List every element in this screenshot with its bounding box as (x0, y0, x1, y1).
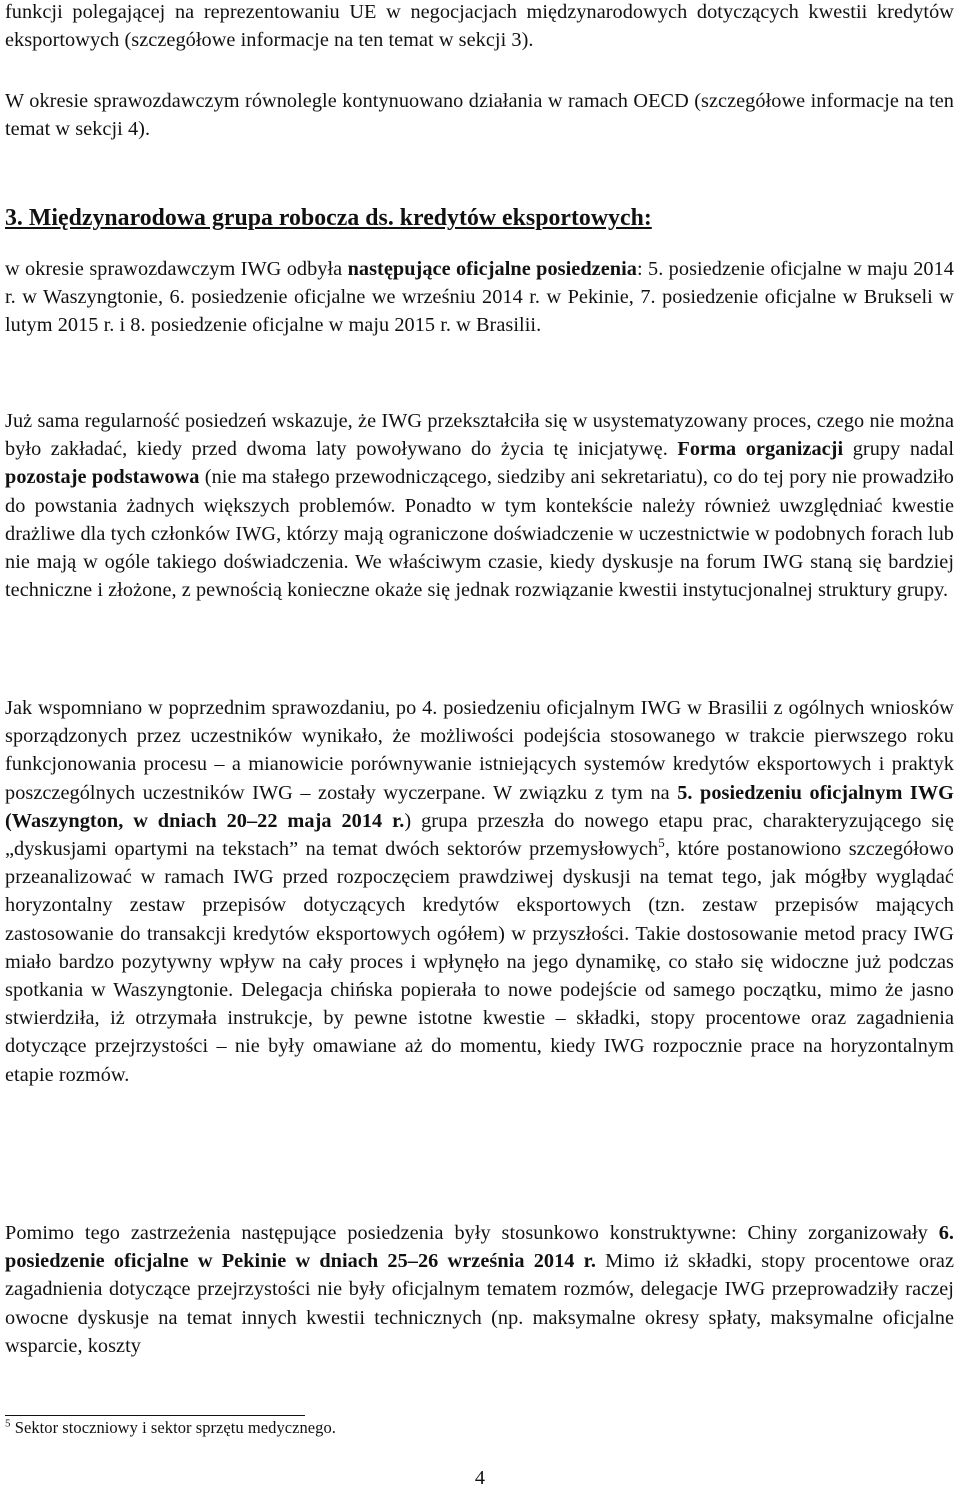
text-run: grupy nadal (843, 438, 955, 461)
paragraph-continuation: funkcji polegającej na reprezentowaniu UE w negocjacjach międzynarodowych dotyczących kwestii kredytów eksportowych (szczegółowe informacje na ten temat w sekcji 3). (5, 1, 954, 52)
paragraph-despite-reservation (5, 1219, 954, 1360)
text-run: : 5. posiedzenie oficjalne w maju 2014 r. w Waszyngtonie, 6. posiedzenie oficjalne we wrześniu 2014 r. w Pekinie, 7. posiedzenie oficjalne w Brukseli w lutym 2015 r. i 8. posiedzenie oficjalne w maju 2015 r. w Brasilii. (5, 258, 954, 337)
text-run: Pomimo tego zastrzeżenia następujące posiedzenia były stosunkowo konstruktywne: Chiny zorganizowały (5, 1222, 939, 1244)
text-run: , które postanowiono szczegółowo przeanalizować w ramach IWG przed rozpoczęciem prawdziwej dyskusji na temat tego, jak mógłby wyglądać horyzontalny zestaw przepisów dotyczących kredytów eksportowych (tzn. zestaw przepisów mających zastosowanie do transakcji kredytów eksportowych ogółem) w przyszłości. Takie dostosowanie metod pracy IWG miało bardzo pozytywny wpływ na cały proces i wpłynęło na jego dynamikę, co stało się widoczne już podczas spotkania w Waszyngtonie. Delegacja chińska popierała to nowe podejście od samego początku, mimo że jasno stwierdziła, iż otrzymała instrukcje, by pewne istotne kwestie – składki, stopy procentowe oraz zagadnienia dotyczące przejrzystości – nie były omawiane aż do momentu, kiedy IWG rozpocznie prace na horyzontalnym etapie rozmów. (5, 838, 954, 1086)
paragraph-oecd: W okresie sprawozdawczym równolegle kontynuowano działania w ramach OECD (szczegółowe informacje na ten temat w sekcji 4). (5, 90, 954, 141)
footnote (5, 1414, 954, 1442)
text-run: w okresie sprawozdawczym IWG odbyła (5, 258, 348, 280)
paragraph-previous-report (5, 694, 954, 1089)
bold-run: pozostaje podstawowa (5, 466, 200, 489)
footnote-number: 5 (5, 1417, 11, 1430)
paragraph-iwg-meetings (5, 255, 954, 340)
bold-run: 5. posiedzeniu oficjalnym IWG (Waszyngton, w dniach 20–22 maja 2014 r. (5, 781, 954, 832)
text-run: Jak wspomniano w poprzednim sprawozdaniu, po 4. posiedzeniu oficjalnym IWG w Brasilii z ogólnych wniosków sporządzonych przez uczestników wynikało, że możliwości podejścia stosowanego w trakcie pierwszego roku funkcjonowania procesu – a mianowicie porównywanie istniejących systemów kredytów eksportowych i praktyk poszczególnych uczestników IWG – zostały wyczerpane. W związku z tym na (5, 697, 954, 804)
page-number: 4 (474, 1467, 486, 1489)
bold-run: następujące oficjalne posiedzenia (347, 258, 637, 280)
bold-run: 6. posiedzenie oficjalne w Pekinie w dniach 25–26 września 2014 r. (5, 1222, 954, 1273)
bold-run: Forma organizacji (677, 438, 844, 461)
footnote-reference[interactable]: 5 (658, 835, 665, 851)
section-heading: 3. Międzynarodowa grupa robocza ds. kredytów eksportowych: (5, 205, 652, 231)
paragraph-regularity (5, 407, 954, 604)
text-run: (nie ma stałego przewodniczącego, siedziby ani sekretariatu), co do tej pory nie prowadziło do powstania żadnych większych problemów. Ponadto w tym kontekście należy również uwzględniać kwestie drażliwe dla tych członków IWG, którzy mają ograniczone doświadczenie w uczestnictwie w podobnych forach lub nie mają w ogóle takiego doświadczenia. We właściwym czasie, kiedy dyskusje na forum IWG staną się bardziej techniczne i złożone, z pewnością konieczne okaże się jednak rozwiązanie kwestii instytucjonalnej struktury grupy. (5, 466, 954, 602)
text-run: ) grupa przeszła do nowego etapu prac, charakteryzującego się „dyskusjami opartymi na tekstach” na temat dwóch sektorów przemysłowych (5, 809, 954, 861)
text-run: Już sama regularność posiedzeń wskazuje, że IWG przekształciła się w usystematyzowany proces, czego nie można było zakładać, kiedy przed dwoma laty powoływano do życia tę inicjatywę. (5, 410, 954, 461)
footnote-text: Sektor stoczniowy i sektor sprzętu medycznego. (10, 1418, 336, 1437)
text-run: Mimo iż składki, stopy procentowe oraz zagadnienia dotyczące przejrzystości nie były oficjalnym tematem rozmów, delegacje IWG przeprowadziły raczej owocne dyskusje na temat innych kwestii technicznych (np. maksymalne okresy spłaty, maksymalne oficjalne wsparcie, koszty (5, 1250, 954, 1357)
